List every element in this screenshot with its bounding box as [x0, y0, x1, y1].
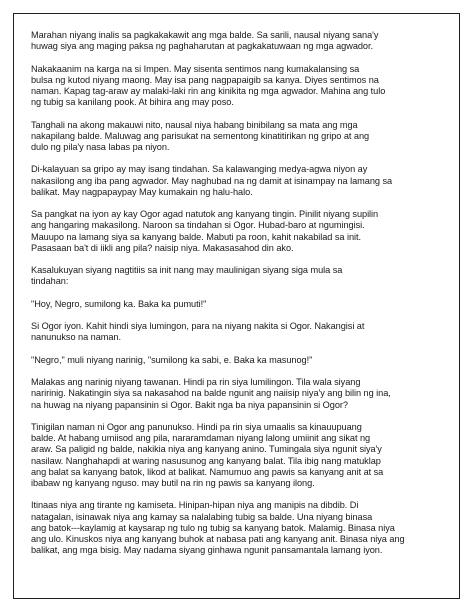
paragraph: Si Ogor iyon. Kahit hindi siya lumingon, para na niyang nakita si Ogor. Nakangisi at nanunukso na naman.	[31, 321, 365, 343]
paragraph: Itinaas niya ang tirante ng kamiseta. Hinipan-hipan niya ang manipis na dibdib. Di natagalan, isinawak niya ang kamay sa nalalabing tubig sa balde. Una niyang binasa ang batok---kaylamig at kaysarap ng tulo ng tubig sa kanyang batok. Malamig. Binasa niya ang ulo. Kinuskos niya ang kanyang buhok at nabasa pati ang kanyang anit. Binasa niya ang balikat, ang mga bisig. May nadama siyang ginhawa ngunit pansamantala lamang iyon.	[31, 500, 405, 556]
paragraph: Malakas ang narinig niyang tawanan. Hindi pa rin siya lumilingon. Tila wala siyang naririnig. Nakatingin siya sa nakasahod na balde ngunit ang naiisip niya'y ang bilin ng ina, na huwag na niyang papansinin si Ogor. Bakit nga ba niya papansinin si Ogor?	[31, 377, 391, 410]
dialogue-paragraph: "Negro," muli niyang narinig, "sumilong ka sabi, e. Baka ka masunog!"	[31, 354, 313, 365]
paragraph: Sa pangkat na iyon ay kay Ogor agad natutok ang kanyang tingin. Pinilit niyang supilin ang hangaring makasilong. Naroon sa tindahan si Ogor. Hubad-baro at ngumingisi. Mauupo na lamang siya sa kanyang balde. Mabuti pa roon, kahit nakabilad sa init. Pasasaan ba't di iikli ang pila? naisip niya. Makasasahod din ako.	[31, 209, 379, 253]
paragraph: Kasalukuyan siyang nagtitiis sa init nang may maulinigan siyang siga mula sa tindahan:	[31, 265, 343, 287]
paragraph: Di-kalayuan sa gripo ay may isang tindahan. Sa kalawanging medya-agwa niyon ay nakasilong ang iba pang agwador. May naghubad na ng damit at isinampay na lamang sa balikat. May nagpapaypay May kumakain ng halu-halo.	[31, 164, 393, 197]
document-body	[31, 30, 451, 568]
paragraph: Nakakaanim na karga na si Impen. May sisenta sentimos nang kumakalansing sa bulsa ng kutod niyang maong. May isa pang nagpapaigib sa kanya. Diyes sentimos na naman. Kapag tag-araw ay malaki-laki rin ang kinikita ng mga agwador. Mahina ang tulo ng tubig sa kanilang pook. At bihira ang may poso.	[31, 63, 386, 108]
dialogue-paragraph: "Hoy, Negro, sumilong ka. Baka ka pumuti!"	[31, 298, 207, 309]
paragraph: Tanghali na akong makauwi nito, nausal niya habang binibilang sa mata ang mga nakapilang balde. Maluwag ang parisukat na sementong kinatitirikan ng gripo at ang dulo ng pila'y nasa labas pa niyon.	[31, 119, 370, 152]
paragraph: Tinigilan naman ni Ogor ang panunukso. Hindi pa rin siya umaalis sa kinauupuang balde. At habang umiisod ang pila, nararamdaman niyang lalong umiinit ang sikat ng araw. Sa paligid ng balde, nakikia niya ang kanyang anino. Tumingala siya ngunit siya'y nasilaw. Nanghahapdi at waring nasusunog ang kanyang balat. Tila ibig nang matuklap ang balat sa kanyang batok, likod at balikat. Namumuo ang pawis sa kanyang anit at sa ibabaw ng kanyang nguso. may butil na rin ng pawis sa kanyang ilong.	[31, 421, 384, 488]
paragraph: Marahan niyang inalis sa pagkakakawit ang mga balde. Sa sarili, nausal niyang sana'y huwag siya ang maging paksa ng paghaharutan at pagkakatuwaan ng mga agwador.	[31, 30, 379, 52]
